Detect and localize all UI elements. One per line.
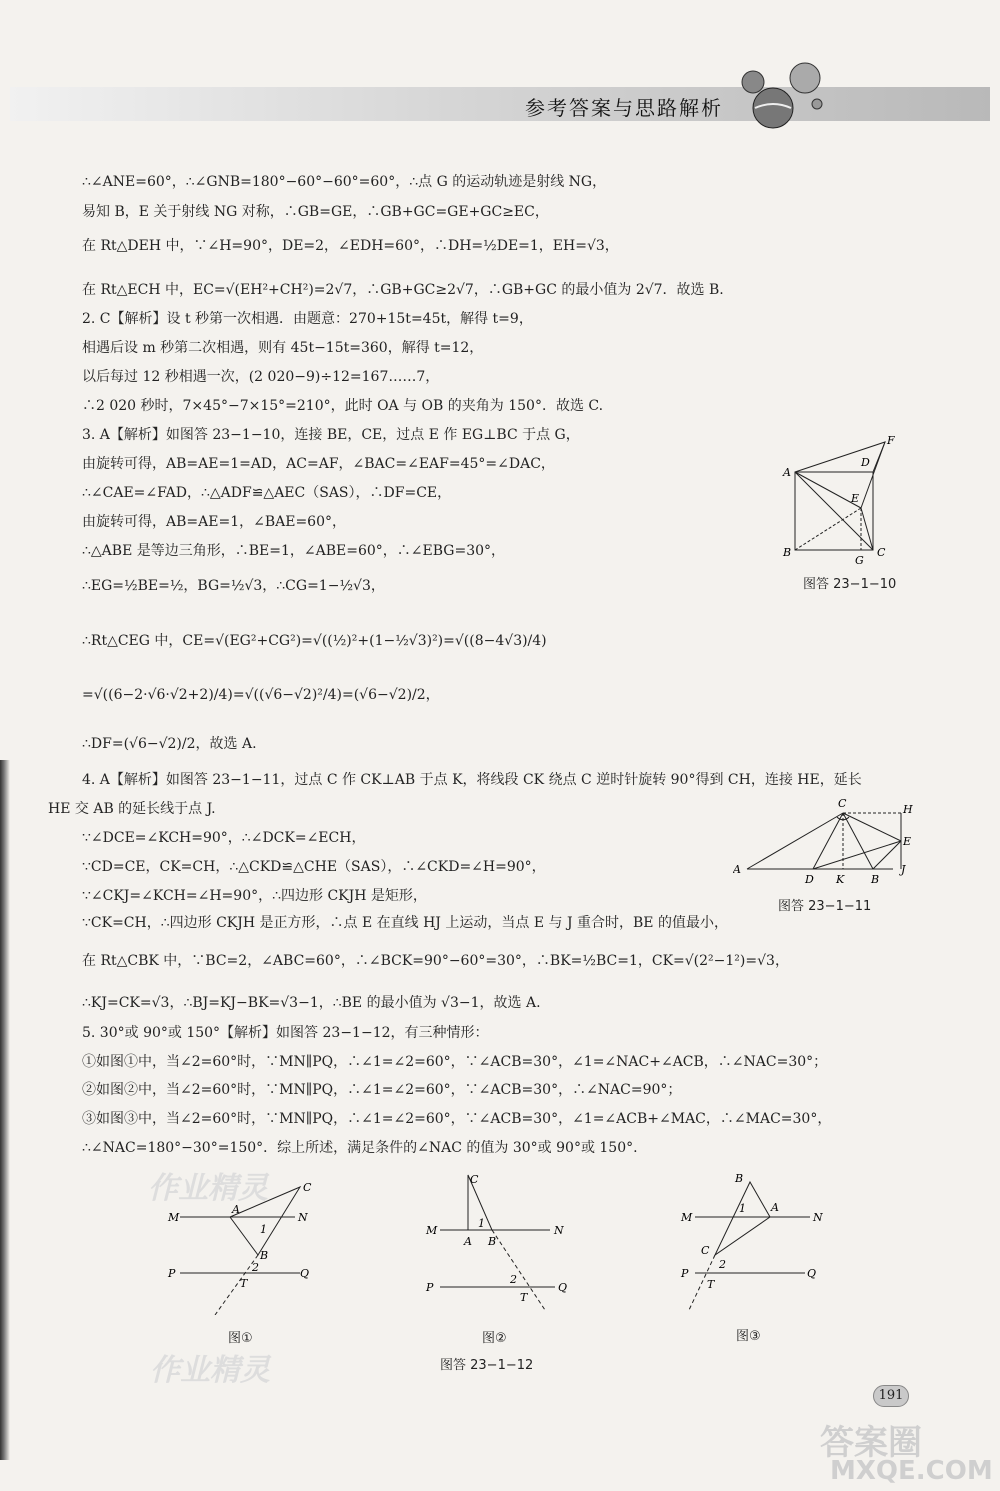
- text-line: ∵∠CKJ=∠KCH=∠H=90°，∴四边形 CKJH 是矩形，: [82, 888, 427, 904]
- text-line: ∴EG=½BE=½，BG=½√3，∴CG=1−½√3，: [82, 578, 385, 594]
- svg-text:B: B: [488, 1235, 497, 1248]
- figure-23-1-11: [733, 793, 923, 883]
- text-line: 由旋转可得，AB=AE=1，∠BAE=60°，: [82, 514, 346, 530]
- svg-text:N: N: [298, 1211, 308, 1224]
- text-line: 4. A【解析】如图答 23−1−11，过点 C 作 CK⊥AB 于点 K，将线段 CK 绕点 C 逆时针旋转 90°得到 CH，连接 HE，延长: [82, 772, 862, 788]
- figure-23-1-12-part2: [420, 1165, 580, 1315]
- svg-text:1: 1: [260, 1223, 267, 1236]
- figure-23-1-10: [775, 430, 905, 570]
- svg-text:1: 1: [478, 1217, 485, 1230]
- svg-text:K: K: [836, 873, 845, 883]
- svg-text:A: A: [733, 863, 741, 876]
- text-line: ∴Rt△CEG 中，CE=√(EG²+CG²)=√((½)²+(1−½√3)²)=√((8−4√3)/4): [82, 633, 547, 649]
- svg-text:2: 2: [252, 1261, 259, 1274]
- svg-text:1: 1: [739, 1202, 746, 1215]
- svg-text:P: P: [168, 1267, 176, 1280]
- svg-text:2: 2: [510, 1273, 517, 1286]
- figure-23-1-12-part3: [675, 1170, 835, 1315]
- text-line: 相遇后设 m 秒第二次相遇，则有 45t−15t=360，解得 t=12，: [82, 340, 484, 356]
- svg-text:E: E: [851, 492, 860, 505]
- svg-text:T: T: [707, 1278, 715, 1291]
- svg-text:Q: Q: [300, 1267, 310, 1280]
- svg-text:A: A: [771, 1201, 779, 1214]
- text-line: ∴DF=(√6−√2)/2，故选 A.: [82, 736, 257, 752]
- svg-text:C: C: [877, 546, 886, 559]
- text-line: ∴∠CAE=∠FAD，∴△ADF≌△AEC（SAS），∴DF=CE，: [82, 485, 452, 501]
- text-line: HE 交 AB 的延长线于点 J.: [48, 801, 216, 817]
- svg-text:A: A: [232, 1203, 240, 1216]
- text-line: 以后每过 12 秒相遇一次，(2 020−9)÷12=167……7，: [82, 369, 440, 385]
- svg-text:E: E: [903, 835, 912, 848]
- svg-text:B: B: [735, 1172, 744, 1185]
- header-title: 参考答案与思路解析: [525, 96, 723, 120]
- header-band: [10, 87, 990, 121]
- svg-text:C: C: [838, 797, 847, 810]
- svg-text:M: M: [426, 1224, 438, 1237]
- planets-decoration-icon: [735, 60, 835, 140]
- svg-text:P: P: [681, 1267, 689, 1280]
- text-line: =√((6−2·√6·√2+2)/4)=√((√6−√2)²/4)=(√6−√2)/2，: [82, 687, 440, 703]
- svg-text:Q: Q: [807, 1267, 817, 1280]
- text-line: ∴∠NAC=180°−30°=150°．综上所述，满足条件的∠NAC 的值为 30°或 90°或 150°.: [82, 1140, 638, 1156]
- svg-text:C: C: [701, 1244, 710, 1257]
- text-line: ∴2 020 秒时，7×45°−7×15°=210°，此时 OA 与 OB 的夹角为 150°．故选 C.: [82, 398, 604, 414]
- svg-text:Q: Q: [558, 1281, 568, 1294]
- text-line: ①如图①中，当∠2=60°时，∵MN∥PQ，∴∠1=∠2=60°，∵∠ACB=30°，∠1=∠NAC+∠ACB，∴∠NAC=30°；: [82, 1054, 828, 1070]
- svg-text:H: H: [903, 803, 913, 816]
- text-line: ∵∠DCE=∠KCH=90°，∴∠DCK=∠ECH，: [82, 830, 366, 846]
- corner-watermark-url: MXQE.COM: [830, 1456, 993, 1486]
- figure-subcaption: 图②: [482, 1331, 507, 1346]
- figure-subcaption: 图①: [228, 1331, 253, 1346]
- svg-text:2: 2: [719, 1258, 726, 1271]
- figure-caption: 图答 23−1−10: [803, 577, 897, 592]
- text-line: 由旋转可得，AB=AE=1=AD，AC=AF，∠BAC=∠EAF=45°=∠DAC，: [82, 456, 555, 472]
- svg-text:D: D: [861, 456, 870, 469]
- watermark: 作业精灵: [150, 1353, 270, 1388]
- svg-text:D: D: [805, 873, 814, 883]
- svg-text:T: T: [520, 1291, 528, 1304]
- svg-text:P: P: [426, 1281, 434, 1294]
- text-line: 易知 B，E 关于射线 NG 对称，∴GB=GE，∴GB+GC=GE+GC≥EC，: [82, 204, 549, 220]
- text-line: 5. 30°或 90°或 150°【解析】如图答 23−1−12，有三种情形：: [82, 1025, 489, 1041]
- svg-text:T: T: [240, 1277, 248, 1290]
- text-line: ∴KJ=CK=√3，∴BJ=KJ−BK=√3−1，∴BE 的最小值为 √3−1，故选 A.: [82, 995, 541, 1011]
- svg-text:C: C: [470, 1173, 479, 1186]
- text-line: 3. A【解析】如图答 23−1−10，连接 BE，CE，过点 E 作 EG⊥BC 于点 G，: [82, 427, 580, 443]
- figure-subcaption: 图③: [736, 1329, 761, 1344]
- figure-caption: 图答 23−1−12: [440, 1358, 534, 1373]
- text-line: 在 Rt△DEH 中，∵∠H=90°，DE=2，∠EDH=60°，∴DH=½DE=1，EH=√3，: [82, 238, 619, 254]
- svg-text:B: B: [871, 873, 880, 883]
- svg-text:C: C: [303, 1181, 312, 1194]
- svg-text:A: A: [464, 1235, 472, 1248]
- text-line: 在 Rt△CBK 中，∵BC=2，∠ABC=60°，∴∠BCK=90°−60°=30°，∴BK=½BC=1，CK=√(2²−1²)=√3，: [82, 953, 789, 969]
- text-line: ∴∠ANE=60°，∴∠GNB=180°−60°−60°=60°，∴点 G 的运动轨迹是射线 NG，: [82, 174, 607, 190]
- page-edge-shadow: [0, 760, 10, 1460]
- svg-text:N: N: [813, 1211, 823, 1224]
- text-line: 2. C【解析】设 t 秒第一次相遇．由题意：270+15t=45t，解得 t=9，: [82, 311, 533, 327]
- svg-text:J: J: [901, 863, 906, 876]
- svg-text:M: M: [168, 1211, 180, 1224]
- svg-text:N: N: [554, 1224, 564, 1237]
- svg-text:F: F: [887, 434, 895, 447]
- figure-caption: 图答 23−1−11: [778, 899, 872, 914]
- watermark: 作业精灵: [148, 1171, 268, 1206]
- text-line: ∵CD=CE，CK=CH，∴△CKD≌△CHE（SAS），∴∠CKD=∠H=90°，: [82, 859, 546, 875]
- svg-text:B: B: [260, 1249, 269, 1262]
- svg-text:G: G: [855, 554, 864, 567]
- svg-text:M: M: [681, 1211, 693, 1224]
- text-line: ③如图③中，当∠2=60°时，∵MN∥PQ，∴∠1=∠2=60°，∵∠ACB=30°，∠1=∠ACB+∠MAC，∴∠MAC=30°，: [82, 1111, 832, 1127]
- corner-watermark: 答案圈: [820, 1423, 922, 1463]
- svg-text:B: B: [783, 546, 792, 559]
- svg-text:A: A: [783, 466, 791, 479]
- text-line: ②如图②中，当∠2=60°时，∵MN∥PQ，∴∠1=∠2=60°，∵∠ACB=30°，∴∠NAC=90°；: [82, 1082, 682, 1098]
- text-line: ∵CK=CH，∴四边形 CKJH 是正方形，∴点 E 在直线 HJ 上运动，当点 E 与 J 重合时，BE 的值最小，: [82, 915, 728, 931]
- text-line: 在 Rt△ECH 中，EC=√(EH²+CH²)=2√7，∴GB+GC≥2√7，∴GB+GC 的最小值为 2√7．故选 B.: [82, 282, 724, 298]
- page-number: 191: [873, 1385, 909, 1407]
- text-line: ∴△ABE 是等边三角形，∴BE=1，∠ABE=60°，∴∠EBG=30°，: [82, 543, 506, 559]
